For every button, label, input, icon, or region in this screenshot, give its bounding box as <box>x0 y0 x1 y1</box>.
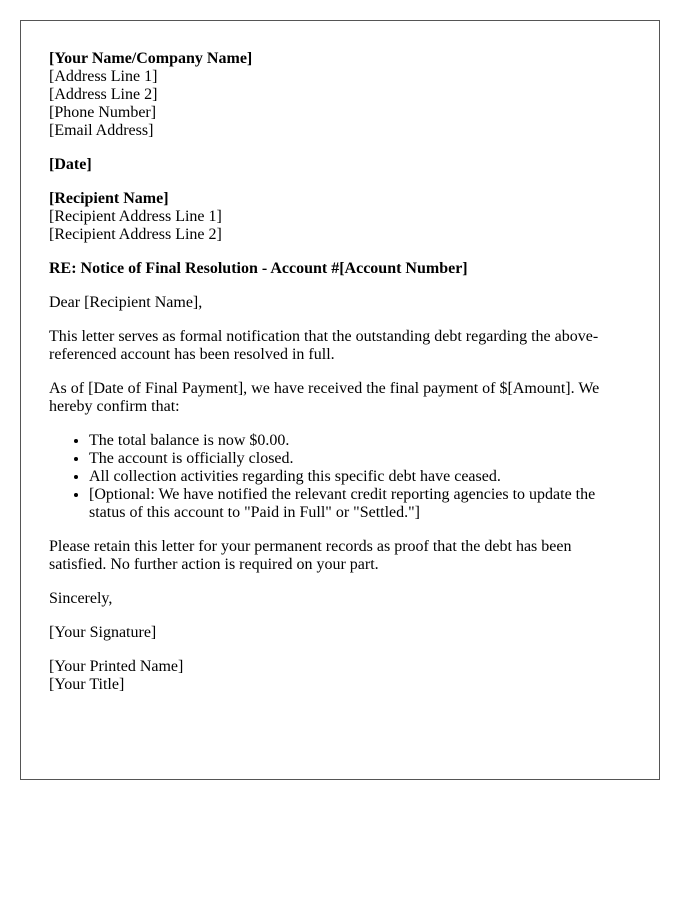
salutation: Dear [Recipient Name], <box>49 294 203 311</box>
sender-address-line-1: [Address Line 1] <box>49 68 158 85</box>
sender-address-line-2: [Address Line 2] <box>49 86 158 103</box>
sender-email: [Email Address] <box>49 122 154 139</box>
sender-block <box>49 50 631 140</box>
body-paragraph-2: As of [Date of Final Payment], we have received the final payment of $[Amount]. We hereby confirm that: <box>49 380 600 415</box>
signer-title: [Your Title] <box>49 676 125 693</box>
signature: [Your Signature] <box>49 624 157 641</box>
closing: Sincerely, <box>49 590 113 607</box>
sender-name: [Your Name/Company Name] <box>49 50 253 67</box>
date-block <box>49 156 631 174</box>
signer-block <box>49 658 631 694</box>
letter-date: [Date] <box>49 156 92 173</box>
body-paragraph-3: Please retain this letter for your permanent records as proof that the debt has been satisfied. No further action is required on your part. <box>49 538 572 573</box>
subject-block <box>49 260 631 278</box>
recipient-name: [Recipient Name] <box>49 190 169 207</box>
list-item: • All collection activities regarding this specific debt have ceased. <box>89 468 631 486</box>
list-item: • The total balance is now $0.00. <box>89 432 631 450</box>
body-paragraph-1: This letter serves as formal notification that the outstanding debt regarding the above-referenced account has been resolved in full. <box>49 328 599 363</box>
subject-line: RE: Notice of Final Resolution - Account #[Account Number] <box>49 260 468 277</box>
confirmation-list <box>49 432 631 522</box>
list-item: • [Optional: We have notified the relevant credit reporting agencies to update the status of this account to "Paid in Full" or "Settled."] <box>89 486 631 522</box>
printed-name: [Your Printed Name] <box>49 658 184 675</box>
letter-page <box>20 20 660 780</box>
sender-phone: [Phone Number] <box>49 104 157 121</box>
recipient-address-line-2: [Recipient Address Line 2] <box>49 226 222 243</box>
list-item: • The account is officially closed. <box>89 450 631 468</box>
recipient-block <box>49 190 631 244</box>
recipient-address-line-1: [Recipient Address Line 1] <box>49 208 222 225</box>
